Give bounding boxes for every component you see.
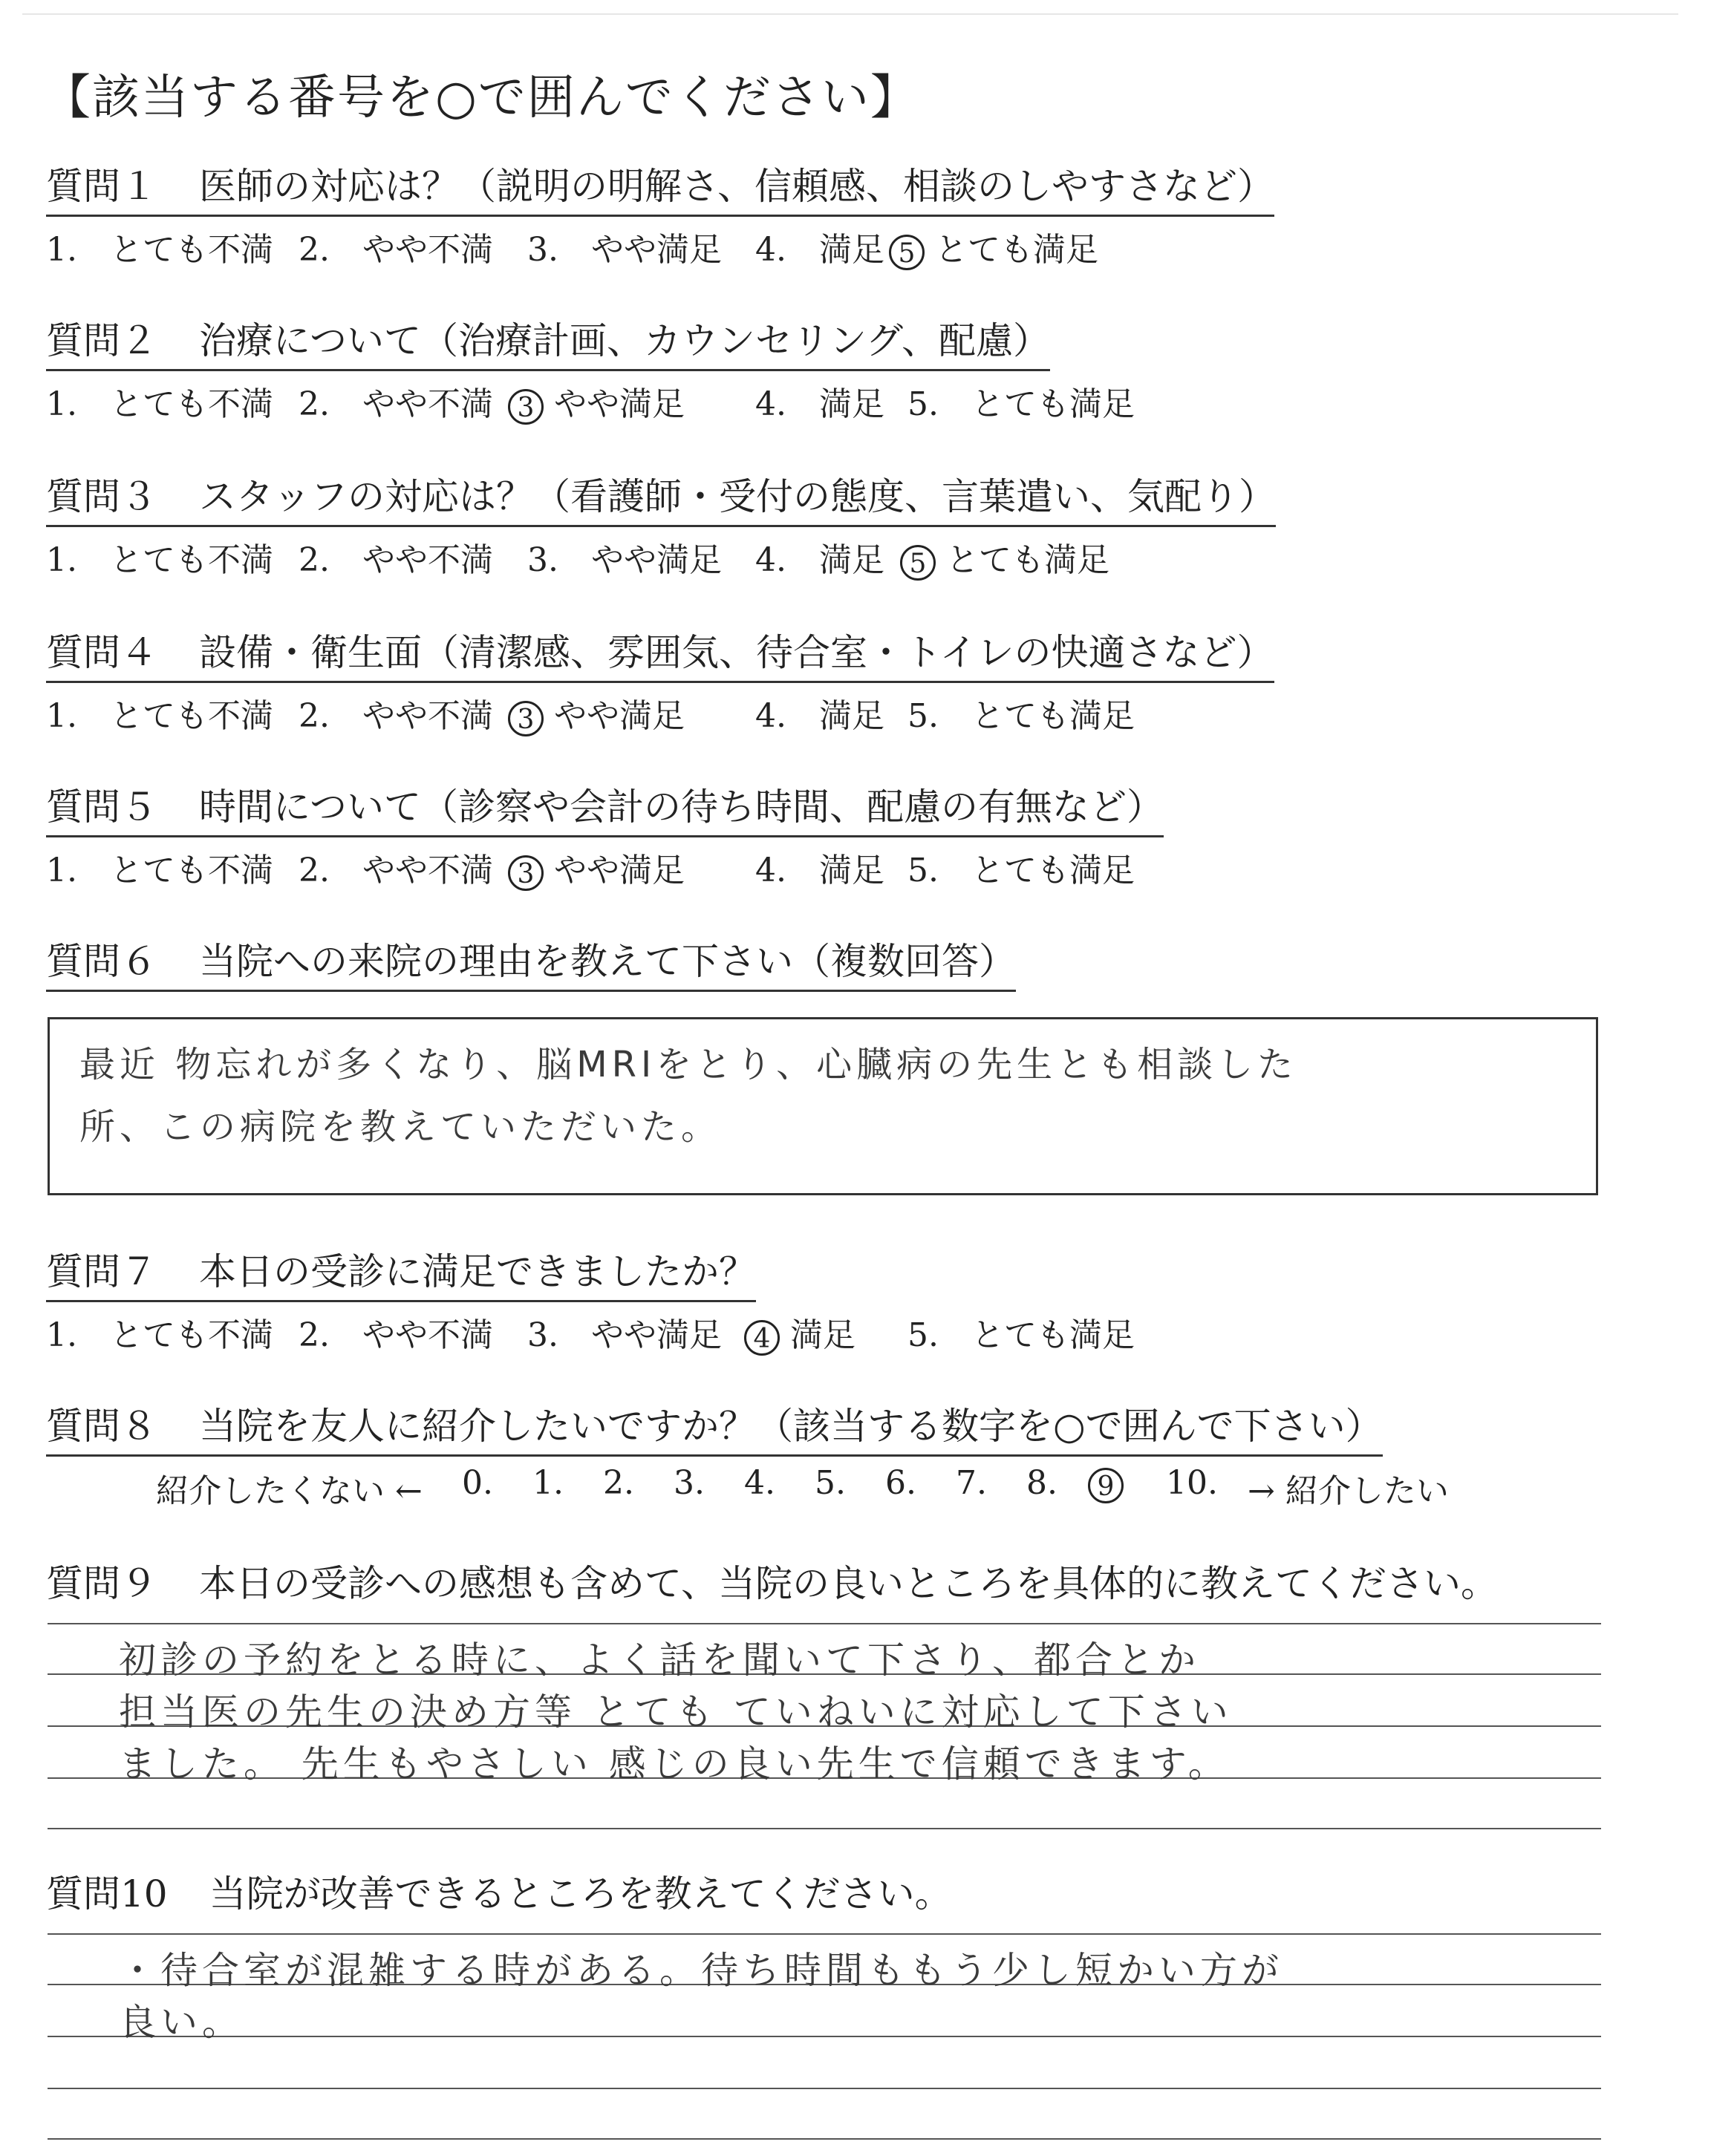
scale-2[interactable]: 2. [603, 1464, 634, 1502]
answer-rule [48, 2138, 1601, 2140]
selected-circle: 4 [744, 1320, 780, 1356]
answer-rule [48, 1623, 1601, 1624]
option-5-selected[interactable] [900, 533, 1109, 581]
option-5[interactable]: 5. とても満足 [907, 852, 1135, 889]
top-border [22, 13, 1678, 15]
question-10-heading [46, 1871, 952, 1922]
question-2-heading [46, 318, 1050, 371]
option-4-label: 満足 [790, 1316, 856, 1354]
question-text: 時間について（診察や会計の待ち時間、配慮の有無など） [199, 785, 1164, 829]
scale-right-label: → 紹介したい [1248, 1472, 1449, 1510]
option-3-label: やや満足 [554, 697, 685, 735]
q9-answer-line-2: 担当医の先生の決め方等 とても ていねいに対応して下さい [119, 1690, 1233, 1734]
option-4[interactable]: 4. 満足 [755, 852, 884, 889]
q9-answer-line-1: 初診の予約をとる時に、よく話を聞いて下さり、都合とか [119, 1639, 1200, 1682]
question-number: 質問６ [46, 940, 157, 983]
option-1[interactable]: 1. とても不満 [46, 385, 273, 423]
page-title: 【該当する番号を○で囲んでください】 [43, 71, 919, 125]
question-8-heading [46, 1403, 1383, 1457]
question-6-answer-box[interactable] [48, 1017, 1598, 1195]
option-3-selected[interactable] [508, 689, 685, 736]
question-1-heading [46, 163, 1274, 217]
question-number: 質問10 [46, 1872, 168, 1915]
question-number: 質問４ [46, 631, 157, 674]
q10-answer-line-2: 良い。 [119, 2001, 244, 2044]
question-text: 本日の受診への感想も含めて、当院の良いところを具体的に教えてください。 [199, 1562, 1498, 1605]
scale-7[interactable]: 7. [956, 1464, 987, 1502]
option-2[interactable]: 2. やや不満 [299, 231, 493, 269]
answer-line-1: 最近 物忘れが多くなり、脳MRIをとり、心臓病の先生とも相談した [79, 1044, 1298, 1085]
question-text: 治療について（治療計画、カウンセリング、配慮） [199, 319, 1050, 362]
question-3-heading [46, 474, 1276, 527]
option-2[interactable]: 2. やや不満 [299, 1316, 493, 1354]
question-text: 当院への来院の理由を教えて下さい（複数回答） [199, 940, 1016, 983]
option-2[interactable]: 2. やや不満 [299, 385, 493, 423]
question-9-heading [46, 1561, 1498, 1612]
question-5-heading [46, 784, 1164, 837]
question-7-heading [46, 1249, 756, 1302]
option-1[interactable]: 1. とても不満 [46, 852, 273, 889]
option-3-label: やや満足 [554, 385, 685, 423]
option-4[interactable]: 4. 満足 [755, 231, 884, 269]
option-3-label: やや満足 [554, 852, 685, 889]
option-3[interactable]: 3. やや満足 [527, 541, 722, 579]
scale-5[interactable]: 5. [815, 1464, 846, 1502]
option-4[interactable]: 4. 満足 [755, 385, 884, 423]
question-number: 質問９ [46, 1562, 157, 1605]
scale-6[interactable]: 6. [885, 1464, 916, 1502]
option-5-label: とても満足 [946, 541, 1109, 579]
option-5-selected[interactable] [889, 223, 1098, 270]
option-3[interactable]: 3. やや満足 [527, 1316, 722, 1354]
question-number: 質問５ [46, 785, 157, 829]
answer-line-2: 所、この病院を教えていただいた。 [79, 1106, 722, 1148]
option-1[interactable]: 1. とても不満 [46, 541, 273, 579]
option-3-selected[interactable] [508, 377, 685, 425]
selected-circle: 3 [508, 389, 544, 425]
answer-rule [48, 2036, 1601, 2037]
option-2[interactable]: 2. やや不満 [299, 541, 493, 579]
option-1[interactable]: 1. とても不満 [46, 1316, 273, 1354]
q9-answer-line-3: ました。 先生もやさしい 感じの良い先生で信頼できます。 [119, 1742, 1230, 1786]
scale-3[interactable]: 3. [674, 1464, 705, 1502]
option-5[interactable]: 5. とても満足 [907, 1316, 1135, 1354]
question-6-heading [46, 938, 1016, 992]
question-text: 当院が改善できるところを教えてください。 [209, 1872, 952, 1915]
answer-rule [48, 1828, 1601, 1829]
question-4-heading [46, 630, 1274, 683]
q10-answer-line-1: ・待合室が混雑する時がある。待ち時間ももう少し短かい方が [119, 1949, 1283, 1992]
selected-circle: 5 [900, 545, 936, 581]
question-number: 質問８ [46, 1405, 157, 1448]
option-5[interactable]: 5. とても満足 [907, 697, 1135, 735]
scale-left-label: 紹介したくない ← [156, 1472, 423, 1510]
option-4[interactable]: 4. 満足 [755, 541, 884, 579]
option-5[interactable]: 5. とても満足 [907, 385, 1135, 423]
scale-0[interactable]: 0. [462, 1464, 493, 1502]
option-1[interactable]: 1. とても不満 [46, 231, 273, 269]
scale-1[interactable]: 1. [532, 1464, 564, 1502]
selected-circle: 5 [889, 235, 925, 270]
option-4-selected[interactable] [744, 1308, 856, 1356]
question-text: 設備・衛生面（清潔感、雰囲気、待合室・トイレの快適さなど） [199, 631, 1274, 674]
scale-10[interactable]: 10. [1166, 1464, 1218, 1502]
option-1[interactable]: 1. とても不満 [46, 697, 273, 735]
question-text: 本日の受診に満足できましたか？ [199, 1250, 756, 1293]
question-number: 質問３ [46, 475, 157, 518]
option-3[interactable]: 3. やや満足 [527, 231, 722, 269]
question-number: 質問１ [46, 165, 157, 208]
question-text: スタッフの対応は？（看護師・受付の態度、言葉遣い、気配り） [199, 475, 1276, 518]
question-number: 質問２ [46, 319, 157, 362]
option-2[interactable]: 2. やや不満 [299, 852, 493, 889]
scale-8[interactable]: 8. [1026, 1464, 1057, 1502]
answer-rule [48, 2088, 1601, 2089]
option-4[interactable]: 4. 満足 [755, 697, 884, 735]
selected-circle: 9 [1088, 1468, 1124, 1503]
question-number: 質問７ [46, 1250, 157, 1293]
selected-circle: 3 [508, 701, 544, 736]
option-5-label: とても満足 [935, 231, 1098, 269]
selected-circle: 3 [508, 855, 544, 891]
question-text: 医師の対応は？（説明の明解さ、信頼感、相談のしやすさなど） [199, 165, 1274, 208]
scale-4[interactable]: 4. [744, 1464, 775, 1502]
question-text: 当院を友人に紹介したいですか？（該当する数字を○で囲んで下さい） [199, 1405, 1383, 1448]
option-2[interactable]: 2. やや不満 [299, 697, 493, 735]
option-3-selected[interactable] [508, 843, 685, 891]
answer-rule [48, 1933, 1601, 1935]
scale-9-selected[interactable] [1088, 1464, 1134, 1503]
